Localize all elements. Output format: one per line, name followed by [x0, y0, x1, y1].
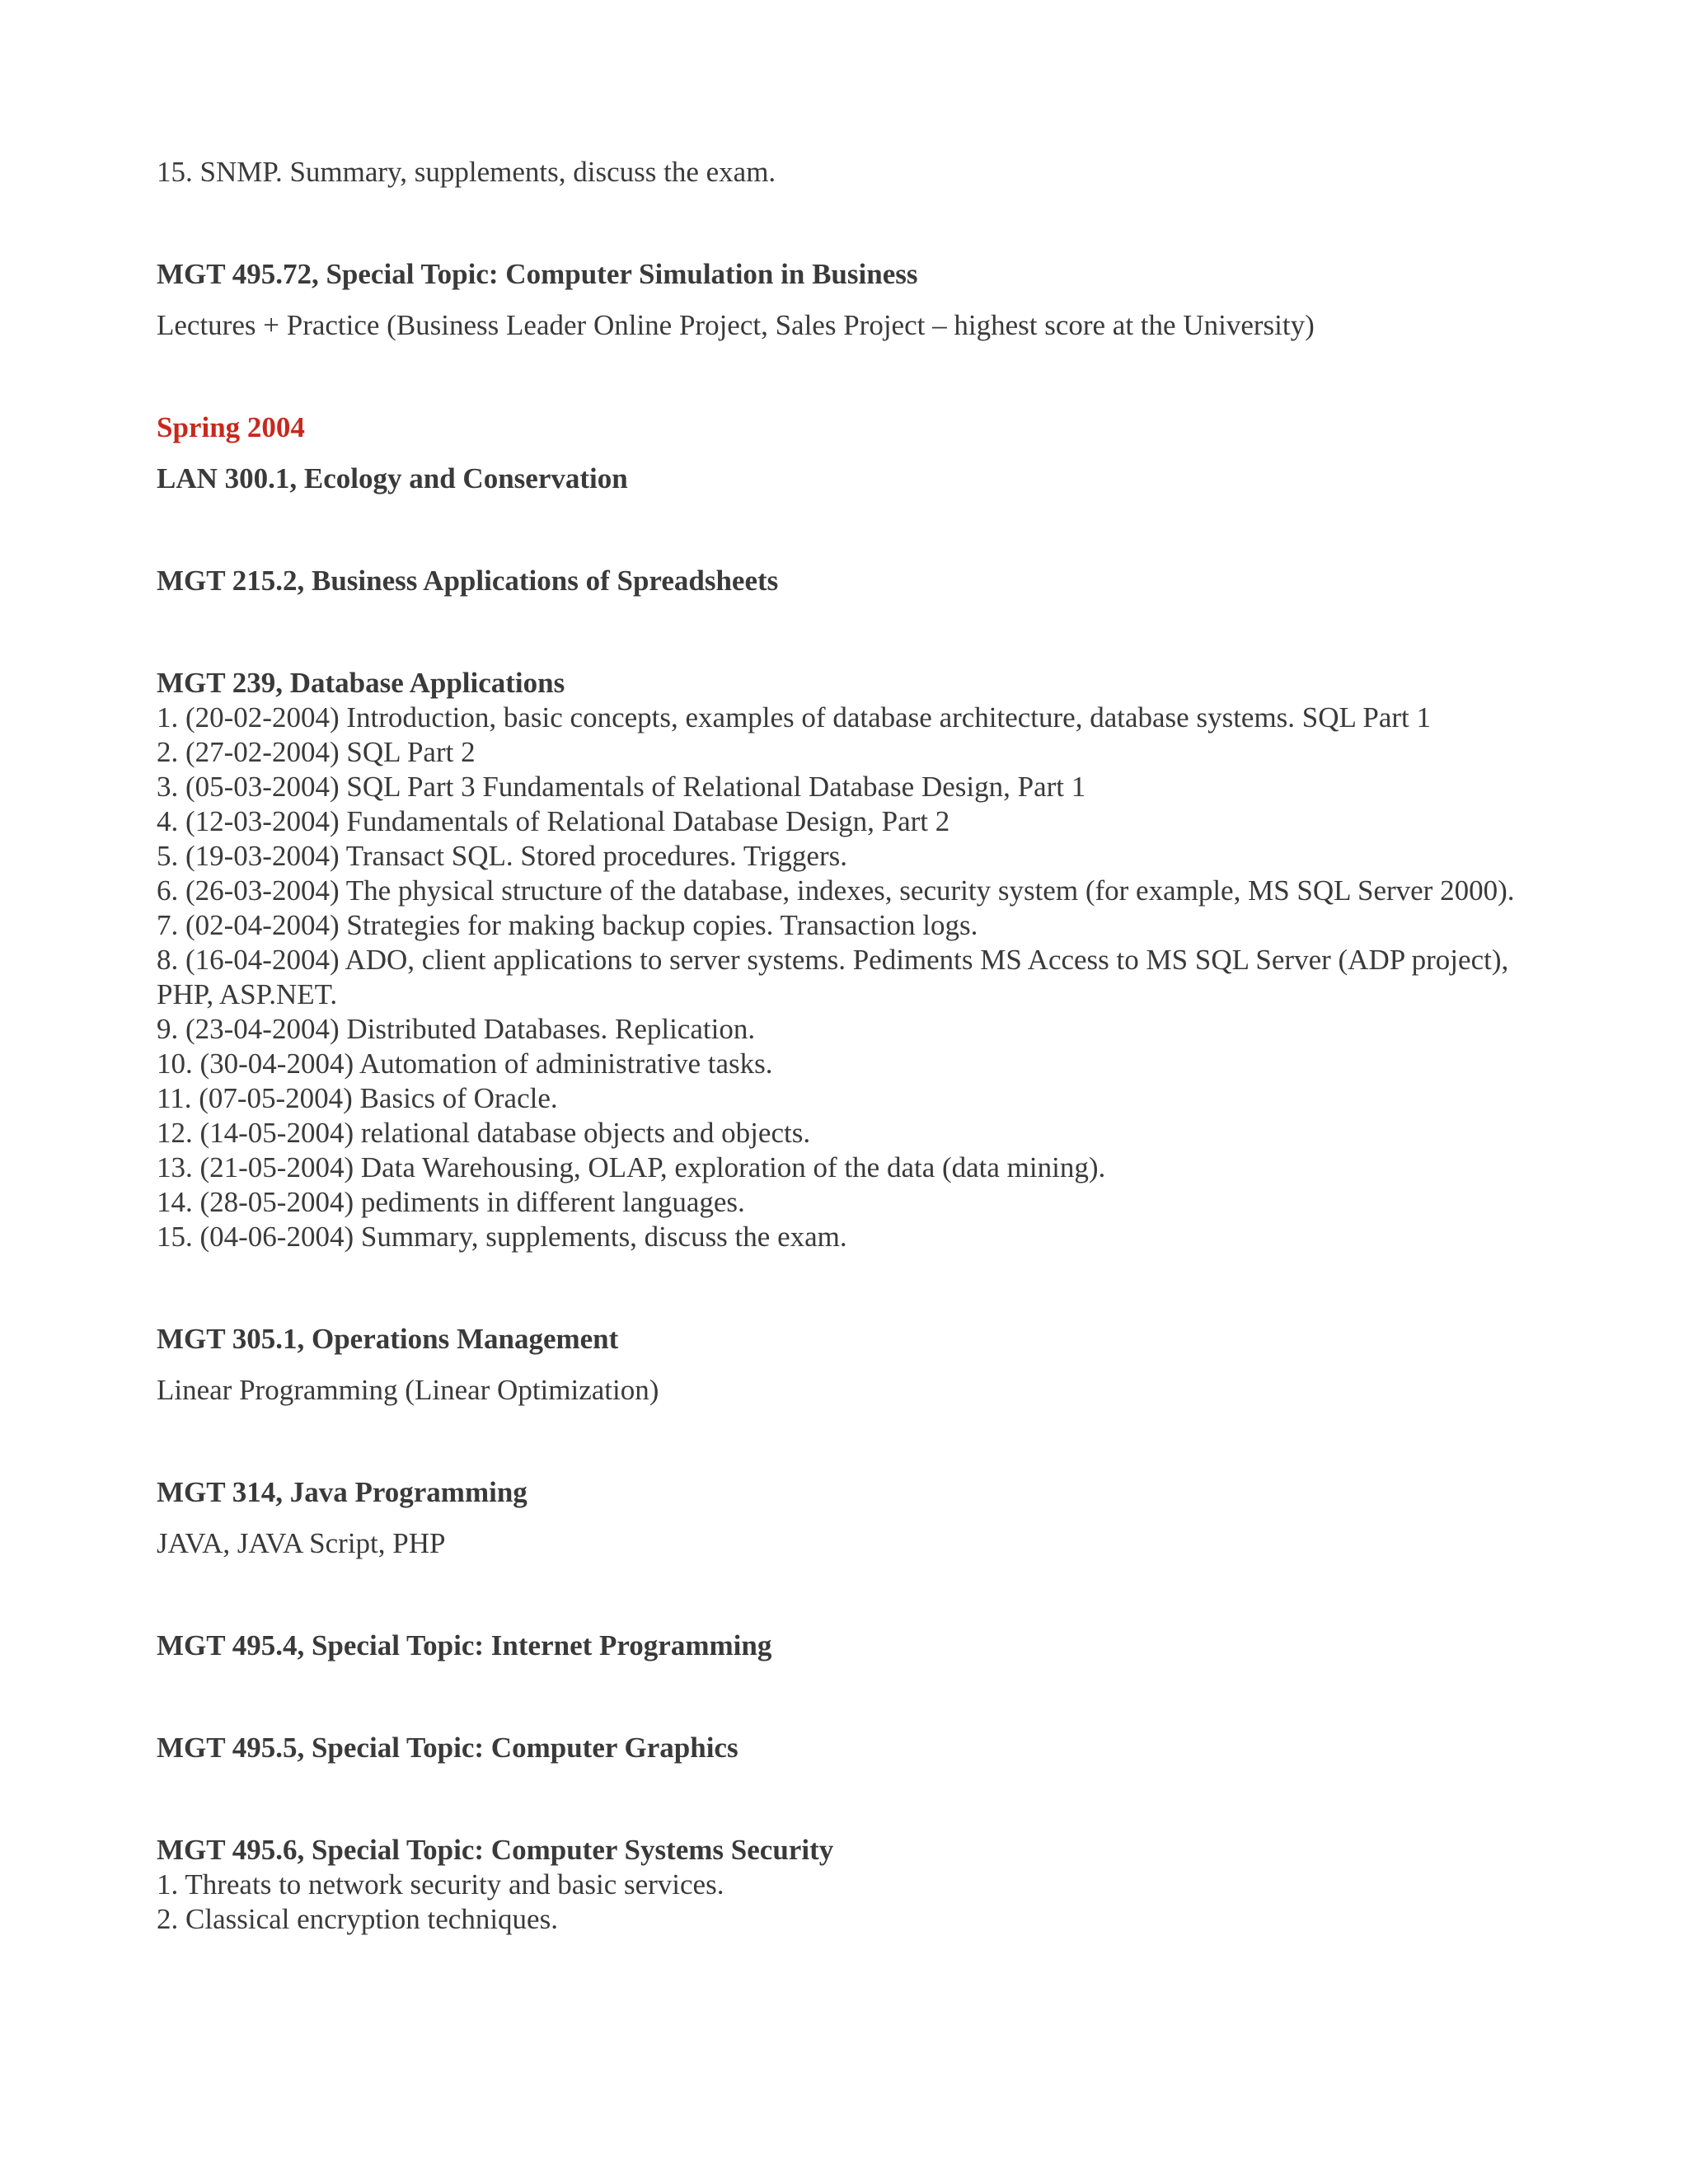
course-title-mgt-495-6: MGT 495.6, Special Topic: Computer Systems Security [157, 1834, 834, 1866]
snmp-summary-line: 15. SNMP. Summary, supplements, discuss the exam. [157, 156, 776, 188]
list-item: 1. (20-02-2004) Introduction, basic concepts, examples of database architecture, database systems. SQL Part 1 [157, 701, 1431, 733]
list-item: 2. Classical encryption techniques. [157, 1903, 558, 1935]
course-desc-mgt-495-72: Lectures + Practice (Business Leader Online Project, Sales Project – highest score at the University) [157, 309, 1315, 341]
list-item: 5. (19-03-2004) Transact SQL. Stored procedures. Triggers. [157, 840, 847, 872]
course-desc-mgt-314: JAVA, JAVA Script, PHP [157, 1527, 446, 1559]
mgt-239-lecture-list [157, 701, 1541, 1254]
list-item: 14. (28-05-2004) pediments in different languages. [157, 1186, 745, 1218]
term-heading-spring-2004: Spring 2004 [157, 411, 305, 443]
mgt-495-6-topic-list [157, 1868, 1541, 1937]
list-item: 9. (23-04-2004) Distributed Databases. Replication. [157, 1013, 756, 1045]
course-title-mgt-495-5: MGT 495.5, Special Topic: Computer Graphics [157, 1732, 738, 1764]
course-title-mgt-495-4: MGT 495.4, Special Topic: Internet Programming [157, 1629, 772, 1661]
list-item: 1. Threats to network security and basic services. [157, 1868, 724, 1900]
list-item: 15. (04-06-2004) Summary, supplements, discuss the exam. [157, 1221, 847, 1253]
list-item: 11. (07-05-2004) Basics of Oracle. [157, 1082, 558, 1114]
course-title-mgt-495-72: MGT 495.72, Special Topic: Computer Simulation in Business [157, 258, 918, 290]
course-title-mgt-215-2: MGT 215.2, Business Applications of Spreadsheets [157, 565, 779, 597]
list-item: 3. (05-03-2004) SQL Part 3 Fundamentals of Relational Database Design, Part 1 [157, 771, 1086, 803]
course-title-lan-300-1: LAN 300.1, Ecology and Conservation [157, 462, 628, 494]
list-item: 2. (27-02-2004) SQL Part 2 [157, 736, 476, 768]
document-content [157, 155, 1541, 1937]
list-item: 6. (26-03-2004) The physical structure of the database, indexes, security system (for example, MS SQL Server 2000). [157, 874, 1515, 907]
list-item: 10. (30-04-2004) Automation of administrative tasks. [157, 1047, 773, 1080]
course-title-mgt-305-1: MGT 305.1, Operations Management [157, 1323, 619, 1355]
course-desc-mgt-305-1: Linear Programming (Linear Optimization) [157, 1374, 659, 1406]
list-item: 12. (14-05-2004) relational database objects and objects. [157, 1117, 811, 1149]
list-item: 7. (02-04-2004) Strategies for making backup copies. Transaction logs. [157, 909, 978, 941]
course-title-mgt-239: MGT 239, Database Applications [157, 667, 565, 699]
course-title-mgt-314: MGT 314, Java Programming [157, 1476, 528, 1508]
list-item: 13. (21-05-2004) Data Warehousing, OLAP, exploration of the data (data mining). [157, 1151, 1106, 1183]
list-item: 4. (12-03-2004) Fundamentals of Relational Database Design, Part 2 [157, 805, 950, 837]
list-item: 8. (16-04-2004) ADO, client applications to server systems. Pediments MS Access to MS SQL Server (ADP project), PHP, ASP.NET. [157, 944, 1509, 1010]
